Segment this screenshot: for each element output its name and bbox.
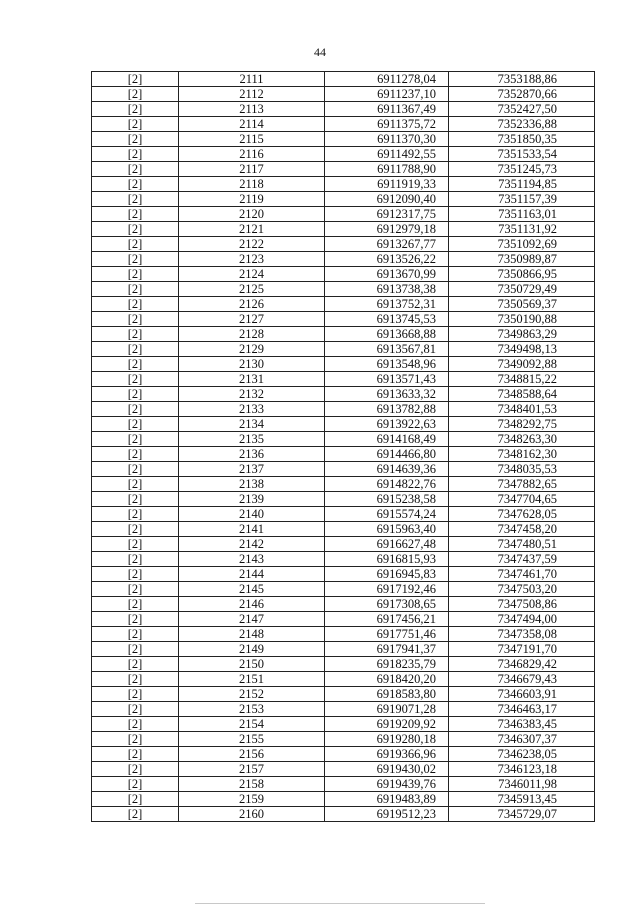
source-cell: [2] [92,762,179,777]
point-number-cell: 2137 [179,462,325,477]
source-cell: [2] [92,567,179,582]
point-number-cell: 2160 [179,807,325,822]
x-coordinate-cell: 6913633,32 [325,387,449,402]
x-coordinate-cell: 6919439,76 [325,777,449,792]
table-row [92,702,595,717]
table-row [92,657,595,672]
x-coordinate-cell: 6915963,40 [325,522,449,537]
x-coordinate-cell: 6911492,55 [325,147,449,162]
table-row [92,237,595,252]
y-coordinate-cell: 7351245,73 [449,162,595,177]
y-coordinate-cell: 7351533,54 [449,147,595,162]
source-cell: [2] [92,117,179,132]
y-coordinate-cell: 7349863,29 [449,327,595,342]
y-coordinate-cell: 7353188,86 [449,72,595,87]
source-cell: [2] [92,177,179,192]
table-row [92,267,595,282]
x-coordinate-cell: 6913267,77 [325,237,449,252]
y-coordinate-cell: 7347461,70 [449,567,595,582]
point-number-cell: 2134 [179,417,325,432]
table-row [92,597,595,612]
table-row [92,162,595,177]
source-cell: [2] [92,342,179,357]
source-cell: [2] [92,297,179,312]
y-coordinate-cell: 7352427,50 [449,102,595,117]
source-cell: [2] [92,222,179,237]
table-row [92,732,595,747]
table-row [92,402,595,417]
source-cell: [2] [92,387,179,402]
table-row [92,312,595,327]
source-cell: [2] [92,657,179,672]
table-row [92,72,595,87]
point-number-cell: 2120 [179,207,325,222]
source-cell: [2] [92,267,179,282]
x-coordinate-cell: 6913922,63 [325,417,449,432]
source-cell: [2] [92,777,179,792]
source-cell: [2] [92,612,179,627]
table-row [92,477,595,492]
y-coordinate-cell: 7351131,92 [449,222,595,237]
table-row [92,522,595,537]
table-row [92,807,595,822]
source-cell: [2] [92,507,179,522]
point-number-cell: 2140 [179,507,325,522]
page-bottom-rule [195,903,485,904]
table-row [92,777,595,792]
y-coordinate-cell: 7350866,95 [449,267,595,282]
point-number-cell: 2125 [179,282,325,297]
source-cell: [2] [92,102,179,117]
source-cell: [2] [92,492,179,507]
table-row [92,222,595,237]
point-number-cell: 2145 [179,582,325,597]
source-cell: [2] [92,147,179,162]
source-cell: [2] [92,537,179,552]
y-coordinate-cell: 7348292,75 [449,417,595,432]
point-number-cell: 2113 [179,102,325,117]
point-number-cell: 2142 [179,537,325,552]
y-coordinate-cell: 7351194,85 [449,177,595,192]
table-row [92,687,595,702]
table-row [92,207,595,222]
point-number-cell: 2132 [179,387,325,402]
y-coordinate-cell: 7347494,00 [449,612,595,627]
table-row [92,282,595,297]
point-number-cell: 2128 [179,327,325,342]
table-row [92,297,595,312]
point-number-cell: 2124 [179,267,325,282]
table-row [92,537,595,552]
table-row [92,387,595,402]
table-row [92,417,595,432]
source-cell: [2] [92,357,179,372]
x-coordinate-cell: 6914639,36 [325,462,449,477]
y-coordinate-cell: 7347508,86 [449,597,595,612]
source-cell: [2] [92,282,179,297]
y-coordinate-cell: 7347458,20 [449,522,595,537]
y-coordinate-cell: 7350569,37 [449,297,595,312]
x-coordinate-cell: 6912317,75 [325,207,449,222]
table-row [92,552,595,567]
table-row [92,462,595,477]
y-coordinate-cell: 7347191,70 [449,642,595,657]
point-number-cell: 2135 [179,432,325,447]
y-coordinate-cell: 7346011,98 [449,777,595,792]
source-cell: [2] [92,372,179,387]
table-row [92,717,595,732]
x-coordinate-cell: 6913752,31 [325,297,449,312]
table-row [92,747,595,762]
point-number-cell: 2123 [179,252,325,267]
y-coordinate-cell: 7351163,01 [449,207,595,222]
point-number-cell: 2115 [179,132,325,147]
y-coordinate-cell: 7345913,45 [449,792,595,807]
y-coordinate-cell: 7347358,08 [449,627,595,642]
point-number-cell: 2154 [179,717,325,732]
y-coordinate-cell: 7348263,30 [449,432,595,447]
source-cell: [2] [92,597,179,612]
source-cell: [2] [92,432,179,447]
table-row [92,252,595,267]
y-coordinate-cell: 7347882,65 [449,477,595,492]
table-row [92,612,595,627]
point-number-cell: 2147 [179,612,325,627]
y-coordinate-cell: 7349498,13 [449,342,595,357]
point-number-cell: 2141 [179,522,325,537]
y-coordinate-cell: 7351092,69 [449,237,595,252]
x-coordinate-cell: 6917751,46 [325,627,449,642]
point-number-cell: 2129 [179,342,325,357]
y-coordinate-cell: 7346383,45 [449,717,595,732]
x-coordinate-cell: 6915574,24 [325,507,449,522]
source-cell: [2] [92,477,179,492]
x-coordinate-cell: 6913668,88 [325,327,449,342]
x-coordinate-cell: 6919483,89 [325,792,449,807]
source-cell: [2] [92,552,179,567]
table-row [92,372,595,387]
x-coordinate-cell: 6919512,23 [325,807,449,822]
point-number-cell: 2149 [179,642,325,657]
table-row [92,192,595,207]
table-row [92,342,595,357]
y-coordinate-cell: 7348162,30 [449,447,595,462]
point-number-cell: 2122 [179,237,325,252]
table-row [92,642,595,657]
point-number-cell: 2121 [179,222,325,237]
x-coordinate-cell: 6913526,22 [325,252,449,267]
point-number-cell: 2153 [179,702,325,717]
x-coordinate-cell: 6913738,38 [325,282,449,297]
table-row [92,672,595,687]
point-number-cell: 2151 [179,672,325,687]
table-row [92,792,595,807]
y-coordinate-cell: 7346463,17 [449,702,595,717]
source-cell: [2] [92,207,179,222]
y-coordinate-cell: 7348035,53 [449,462,595,477]
point-number-cell: 2111 [179,72,325,87]
y-coordinate-cell: 7346829,42 [449,657,595,672]
source-cell: [2] [92,672,179,687]
source-cell: [2] [92,402,179,417]
y-coordinate-cell: 7350989,87 [449,252,595,267]
table-row [92,357,595,372]
y-coordinate-cell: 7351850,35 [449,132,595,147]
source-cell: [2] [92,732,179,747]
x-coordinate-cell: 6918420,20 [325,672,449,687]
y-coordinate-cell: 7351157,39 [449,192,595,207]
source-cell: [2] [92,792,179,807]
y-coordinate-cell: 7345729,07 [449,807,595,822]
point-number-cell: 2127 [179,312,325,327]
table-row [92,147,595,162]
table-row [92,117,595,132]
y-coordinate-cell: 7349092,88 [449,357,595,372]
coordinates-table [91,71,595,822]
point-number-cell: 2133 [179,402,325,417]
y-coordinate-cell: 7348401,53 [449,402,595,417]
source-cell: [2] [92,72,179,87]
source-cell: [2] [92,627,179,642]
source-cell: [2] [92,327,179,342]
x-coordinate-cell: 6914168,49 [325,432,449,447]
source-cell: [2] [92,447,179,462]
x-coordinate-cell: 6916815,93 [325,552,449,567]
point-number-cell: 2114 [179,117,325,132]
x-coordinate-cell: 6913782,88 [325,402,449,417]
table-row [92,87,595,102]
y-coordinate-cell: 7346603,91 [449,687,595,702]
source-cell: [2] [92,252,179,267]
point-number-cell: 2116 [179,147,325,162]
coordinates-table-body [92,72,595,822]
source-cell: [2] [92,132,179,147]
point-number-cell: 2144 [179,567,325,582]
y-coordinate-cell: 7352870,66 [449,87,595,102]
point-number-cell: 2130 [179,357,325,372]
point-number-cell: 2139 [179,492,325,507]
point-number-cell: 2118 [179,177,325,192]
source-cell: [2] [92,192,179,207]
table-row [92,327,595,342]
x-coordinate-cell: 6913571,43 [325,372,449,387]
y-coordinate-cell: 7350729,49 [449,282,595,297]
x-coordinate-cell: 6911919,33 [325,177,449,192]
y-coordinate-cell: 7346679,43 [449,672,595,687]
y-coordinate-cell: 7346238,05 [449,747,595,762]
table-row [92,492,595,507]
table-row [92,447,595,462]
table-row [92,177,595,192]
x-coordinate-cell: 6919280,18 [325,732,449,747]
point-number-cell: 2126 [179,297,325,312]
x-coordinate-cell: 6917308,65 [325,597,449,612]
x-coordinate-cell: 6912090,40 [325,192,449,207]
x-coordinate-cell: 6913745,53 [325,312,449,327]
table-row [92,762,595,777]
x-coordinate-cell: 6912979,18 [325,222,449,237]
table-row [92,132,595,147]
source-cell: [2] [92,417,179,432]
source-cell: [2] [92,462,179,477]
y-coordinate-cell: 7346123,18 [449,762,595,777]
point-number-cell: 2156 [179,747,325,762]
point-number-cell: 2152 [179,687,325,702]
point-number-cell: 2155 [179,732,325,747]
source-cell: [2] [92,687,179,702]
source-cell: [2] [92,702,179,717]
x-coordinate-cell: 6916627,48 [325,537,449,552]
y-coordinate-cell: 7348588,64 [449,387,595,402]
source-cell: [2] [92,642,179,657]
x-coordinate-cell: 6919366,96 [325,747,449,762]
source-cell: [2] [92,522,179,537]
table-row [92,582,595,597]
x-coordinate-cell: 6919209,92 [325,717,449,732]
y-coordinate-cell: 7346307,37 [449,732,595,747]
source-cell: [2] [92,747,179,762]
page-number: 44 [314,45,326,59]
table-row [92,102,595,117]
source-cell: [2] [92,87,179,102]
point-number-cell: 2159 [179,792,325,807]
x-coordinate-cell: 6916945,83 [325,567,449,582]
table-row [92,432,595,447]
x-coordinate-cell: 6918235,79 [325,657,449,672]
x-coordinate-cell: 6913670,99 [325,267,449,282]
point-number-cell: 2148 [179,627,325,642]
point-number-cell: 2136 [179,447,325,462]
x-coordinate-cell: 6911367,49 [325,102,449,117]
y-coordinate-cell: 7350190,88 [449,312,595,327]
y-coordinate-cell: 7347503,20 [449,582,595,597]
y-coordinate-cell: 7347480,51 [449,537,595,552]
point-number-cell: 2117 [179,162,325,177]
x-coordinate-cell: 6911370,30 [325,132,449,147]
source-cell: [2] [92,582,179,597]
x-coordinate-cell: 6911375,72 [325,117,449,132]
source-cell: [2] [92,162,179,177]
point-number-cell: 2150 [179,657,325,672]
x-coordinate-cell: 6917941,37 [325,642,449,657]
point-number-cell: 2138 [179,477,325,492]
x-coordinate-cell: 6918583,80 [325,687,449,702]
point-number-cell: 2157 [179,762,325,777]
y-coordinate-cell: 7348815,22 [449,372,595,387]
x-coordinate-cell: 6911237,10 [325,87,449,102]
point-number-cell: 2131 [179,372,325,387]
x-coordinate-cell: 6915238,58 [325,492,449,507]
y-coordinate-cell: 7347628,05 [449,507,595,522]
point-number-cell: 2112 [179,87,325,102]
x-coordinate-cell: 6913548,96 [325,357,449,372]
table-row [92,507,595,522]
x-coordinate-cell: 6913567,81 [325,342,449,357]
x-coordinate-cell: 6911788,90 [325,162,449,177]
table-row [92,567,595,582]
y-coordinate-cell: 7347437,59 [449,552,595,567]
source-cell: [2] [92,237,179,252]
x-coordinate-cell: 6919071,28 [325,702,449,717]
y-coordinate-cell: 7352336,88 [449,117,595,132]
source-cell: [2] [92,312,179,327]
x-coordinate-cell: 6911278,04 [325,72,449,87]
point-number-cell: 2119 [179,192,325,207]
source-cell: [2] [92,717,179,732]
source-cell: [2] [92,807,179,822]
point-number-cell: 2158 [179,777,325,792]
x-coordinate-cell: 6917456,21 [325,612,449,627]
table-row [92,627,595,642]
y-coordinate-cell: 7347704,65 [449,492,595,507]
x-coordinate-cell: 6914822,76 [325,477,449,492]
x-coordinate-cell: 6917192,46 [325,582,449,597]
point-number-cell: 2146 [179,597,325,612]
x-coordinate-cell: 6919430,02 [325,762,449,777]
point-number-cell: 2143 [179,552,325,567]
x-coordinate-cell: 6914466,80 [325,447,449,462]
